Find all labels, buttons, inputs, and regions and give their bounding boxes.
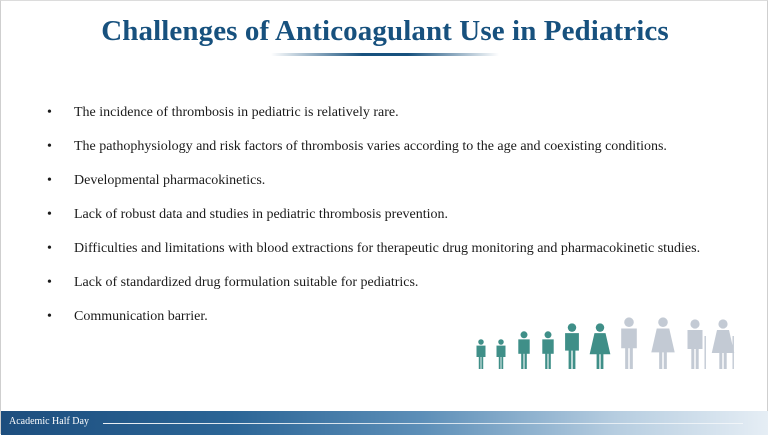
bullet-dot: •	[47, 139, 52, 154]
bullet-item	[47, 240, 723, 257]
person-figure	[565, 323, 579, 369]
bullet-text: The pathophysiology and risk factors of thrombosis varies according to the age and coexisting conditions.	[74, 139, 667, 154]
bullet-text: Developmental pharmacokinetics.	[74, 173, 266, 188]
bullet-text: Lack of robust data and studies in pediatric thrombosis prevention.	[74, 207, 449, 222]
bullet-list	[47, 104, 723, 342]
bullet-item	[47, 274, 723, 291]
bullet-item	[47, 206, 723, 223]
person-figure	[688, 319, 706, 369]
bullet-text: The incidence of thrombosis in pediatric is relatively rare.	[74, 105, 399, 120]
bullet-dot: •	[47, 309, 52, 324]
slide-title: Challenges of Anticoagulant Use in Pediatrics	[101, 15, 669, 47]
person-figure	[518, 331, 529, 369]
bullet-dot: •	[47, 275, 52, 290]
bullet-text: Lack of standardized drug formulation suitable for pediatrics.	[74, 275, 419, 290]
person-figure	[621, 317, 637, 369]
bullet-dot: •	[47, 173, 52, 188]
footer-rule	[103, 423, 743, 424]
bullet-dot: •	[47, 241, 52, 256]
person-figure	[497, 339, 506, 369]
bullet-text: Communication barrier.	[74, 309, 208, 324]
person-figure	[542, 331, 553, 369]
bullet-item	[47, 138, 723, 155]
bullet-item	[47, 104, 723, 121]
person-figure	[590, 323, 611, 369]
bullet-text: Difficulties and limitations with blood extractions for therapeutic drug monitoring and pharmacokinetic studies.	[74, 241, 701, 256]
person-figure	[712, 319, 735, 369]
footer-bar	[1, 411, 768, 435]
title-underline	[271, 53, 499, 56]
footer-label: Academic Half Day	[9, 416, 89, 427]
bullet-dot: •	[47, 207, 52, 222]
person-figure	[477, 339, 486, 369]
age-progression-people-icon	[473, 315, 743, 369]
bullet-dot: •	[47, 105, 52, 120]
person-figure	[651, 317, 674, 369]
bullet-item	[47, 172, 723, 189]
